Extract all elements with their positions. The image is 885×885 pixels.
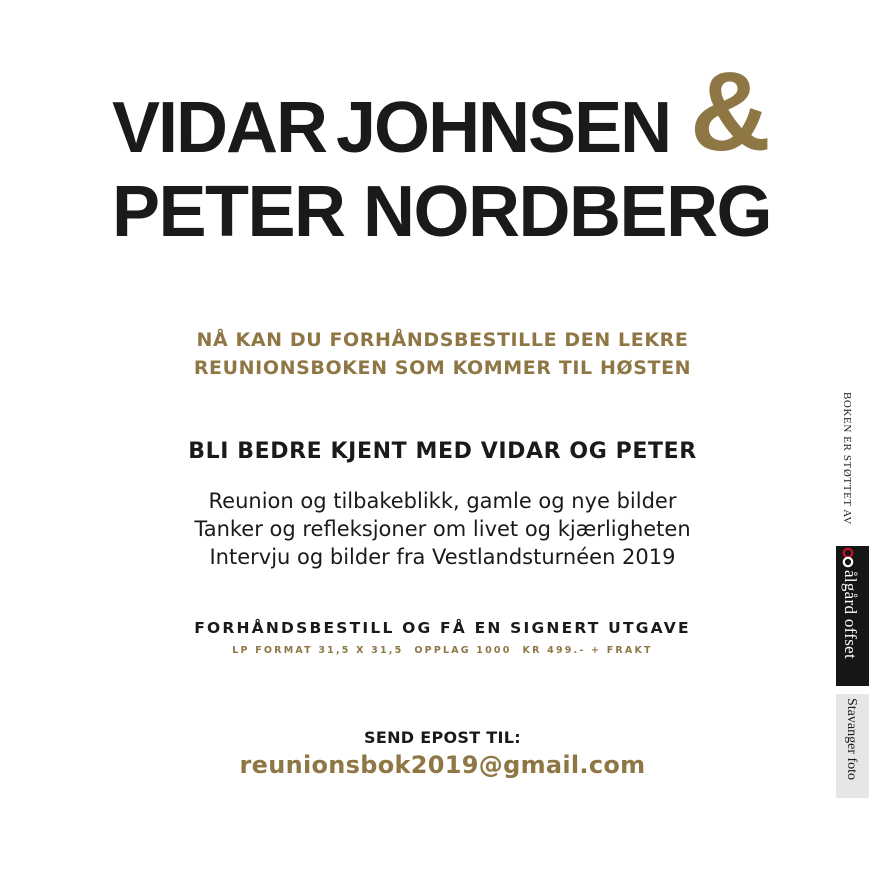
sponsor-logo-name: ålgård offset [841,570,860,660]
title-first-name: VIDAR [112,88,327,168]
order-details: LP FORMAT 31,5 X 31,5 OPPLAG 1000 KR 499.- + FRAKT [232,645,653,656]
body-line: Reunion og tilbakeblikk, gamle og nye bilder [208,489,677,513]
announcement-line-1: NÅ KAN DU FORHÅNDSBESTILLE DEN LEKRE [196,329,689,351]
body-line: Tanker og refleksjoner om livet og kjærligheten [194,517,691,541]
subheading: BLI BEDRE KJENT MED VIDAR OG PETER [188,439,697,464]
photo-credit: Stavanger foto [844,698,859,781]
photo-credit-box [836,694,869,798]
title-last-name: JOHNSEN [336,88,671,168]
body-line: Intervju og bilder fra Vestlandsturnéen 2019 [209,545,676,569]
title-line-2: PETER NORDBERG [112,172,772,252]
contact-email[interactable]: reunionsbok2019@gmail.com [239,751,646,779]
title-ampersand: & [690,49,771,174]
sponsor-text: BOKEN ER STØTTET AV [841,392,853,525]
announcement-line-2: REUNIONSBOKEN SOM KOMMER TIL HØSTEN [193,357,692,379]
order-headline: FORHÅNDSBESTILL OG FÅ EN SIGNERT UTGAVE [194,619,691,637]
sponsor-logo [836,546,869,686]
logo-rings-icon [836,546,869,570]
title-line-1 [112,88,671,168]
contact-label: SEND EPOST TIL: [364,728,521,747]
